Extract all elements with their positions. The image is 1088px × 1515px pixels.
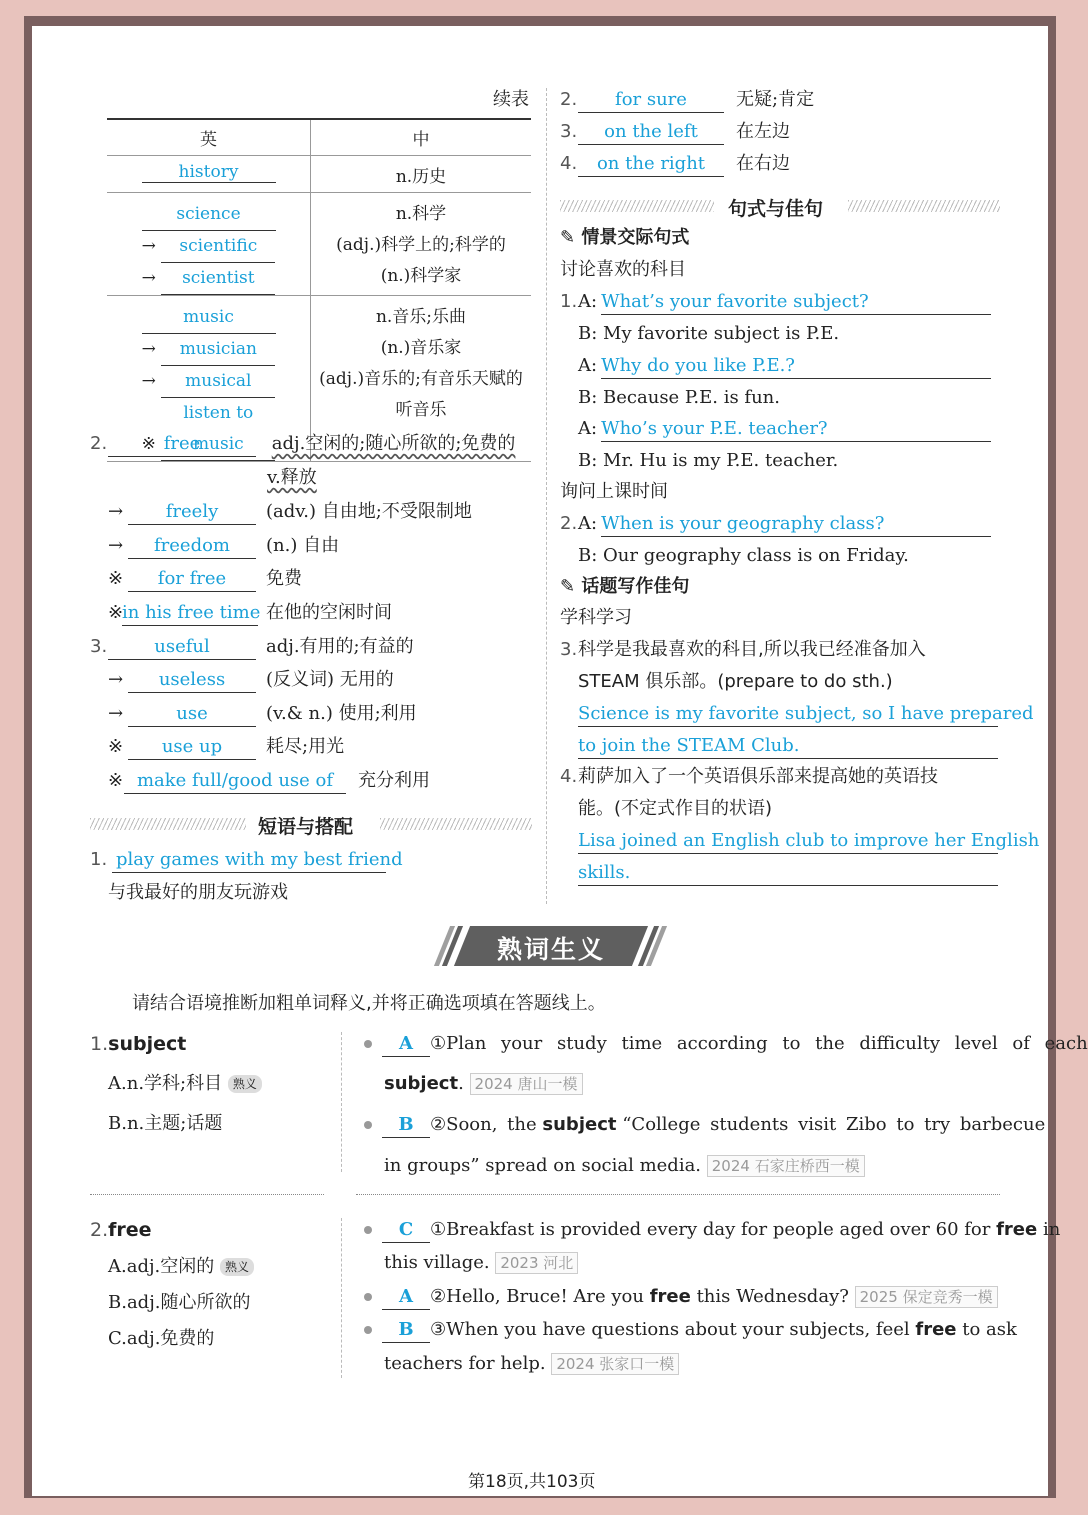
option: A.n.学科;科目 熟义 — [108, 1072, 262, 1096]
answer-blank: for free — [128, 567, 256, 592]
answer-blank: musician — [161, 334, 275, 366]
table-row — [107, 192, 531, 295]
answer-blank: useless — [128, 668, 256, 693]
answer-blank: useful — [108, 635, 256, 660]
option: A.adj.空闲的 熟义 — [108, 1255, 254, 1279]
sentence-item-cont: subject. 2024 唐山一模 — [384, 1072, 583, 1096]
answer-blank: scientific — [161, 231, 275, 263]
answer-blank: freedom — [128, 534, 256, 559]
col-header-zh: 中 — [412, 129, 430, 150]
dialogue-line: B: Because P.E. is fun. — [578, 387, 780, 408]
meaning: (v.& n.) 使用;利用 — [266, 703, 417, 724]
answer-blank: history — [142, 162, 276, 183]
meaning: adj.空闲的;随心所欲的;免费的 — [271, 433, 516, 454]
pencil-icon: ✎ — [560, 227, 576, 248]
answer-blank: C — [382, 1218, 430, 1243]
familiar-tag: 熟义 — [228, 1075, 262, 1093]
meaning: n.音乐;乐曲 — [375, 306, 467, 327]
column-divider — [341, 1218, 342, 1378]
topic-heading: 讨论喜欢的科目 — [560, 259, 686, 280]
vocab-item: → useless (反义词) 无用的 — [108, 668, 394, 693]
writing-prompt: 4.莉萨加入了一个英语俱乐部来提高她的英语技 — [560, 766, 938, 787]
sentence-item: B ②Soon, the subject “College students visit Zibo to try barbecue — [364, 1113, 1045, 1138]
banner-polysemy — [442, 926, 662, 968]
answer-blank: on the right — [578, 152, 724, 177]
polysemy-word: 1.subject — [90, 1033, 187, 1055]
dialogue-line: 2.A: When is your geography class? — [560, 512, 991, 537]
answer-blank: A — [382, 1032, 430, 1057]
table-row — [107, 155, 531, 192]
bullet-dot — [364, 1326, 372, 1334]
meaning: (adj.)科学上的;科学的 — [336, 234, 506, 255]
meaning: 在他的空闲时间 — [266, 602, 392, 623]
answer-blank: Who’s your P.E. teacher? — [601, 417, 991, 442]
answer-blank: music — [142, 302, 276, 334]
bullet-dot — [364, 1121, 372, 1129]
dialogue-line: B: Our geography class is on Friday. — [578, 545, 909, 566]
sentence-item-cont: this village. 2023 河北 — [384, 1251, 578, 1275]
sentence-item-cont: teachers for help. 2024 张家口一模 — [384, 1352, 679, 1376]
page-footer: 第18页,共103页 — [468, 1472, 596, 1492]
meaning: 耗尽;用光 — [266, 736, 345, 757]
bullet-dot — [364, 1293, 372, 1301]
arrow: → — [141, 235, 156, 256]
subsection-title: 话题写作佳句 — [581, 576, 690, 597]
vocab-table — [107, 118, 531, 462]
meaning: (n.)音乐家 — [380, 337, 462, 358]
answer-blank: science — [142, 199, 276, 231]
answer-blank: B — [382, 1318, 430, 1343]
meaning: n.历史 — [395, 166, 447, 187]
answer-blank: freely — [128, 500, 256, 525]
section-title-sentences: 句式与佳句 — [728, 198, 824, 220]
answer-blank: play games with my best friend — [112, 848, 386, 873]
writing-answer: skills. — [578, 861, 998, 886]
vocab-item: 3. useful adj.有用的;有益的 — [90, 635, 414, 660]
writing-prompt: 能。(不定式作目的状语) — [578, 798, 773, 819]
topic-heading: 询问上课时间 — [560, 481, 668, 502]
dialogue-line: A: Why do you like P.E.? — [578, 354, 991, 379]
source-tag: 2025 保定竞秀一模 — [855, 1286, 998, 1308]
meaning: 在左边 — [736, 121, 790, 142]
dotted-separator — [90, 1194, 324, 1195]
meaning: 免费 — [266, 568, 302, 589]
sentence-item: C ①Breakfast is provided every day for people aged over 60 for free in — [364, 1218, 1060, 1243]
answer-blank: for sure — [578, 88, 724, 113]
answer-blank: What’s your favorite subject? — [601, 290, 991, 315]
dotted-separator — [356, 1194, 1000, 1195]
vocab-item: 2. free adj.空闲的;随心所欲的;免费的 — [90, 432, 515, 457]
vocab-item: → freedom (n.) 自由 — [108, 534, 339, 559]
meaning: (反义词) 无用的 — [266, 669, 394, 690]
vocab-item: ※ for free 免费 — [108, 567, 302, 592]
section-divider — [380, 818, 532, 830]
vocab-item: ※ make full/good use of 充分利用 — [108, 769, 430, 794]
answer-blank: in his free time — [122, 601, 258, 626]
topic-heading: 学科学习 — [560, 607, 632, 628]
answer-blank: listen to music — [161, 398, 275, 461]
answer-blank: Why do you like P.E.? — [601, 354, 991, 379]
column-divider — [546, 88, 547, 904]
source-tag: 2024 石家庄桥西一模 — [707, 1155, 865, 1177]
banner-title: 熟词生义 — [496, 935, 605, 964]
col-header-en: 英 — [107, 119, 311, 155]
ref-mark: ※ — [141, 433, 156, 454]
sentence-item: A ②Hello, Bruce! Are you free this Wednesday? 2025 保定竞秀一模 — [364, 1285, 998, 1310]
vocab-item: → use (v.& n.) 使用;利用 — [108, 702, 417, 727]
answer-blank: scientist — [161, 263, 275, 295]
answer-blank: use — [128, 702, 256, 727]
sentence-item-cont: in groups” spread on social media. 2024 石家庄桥西一模 — [384, 1154, 865, 1178]
answer-blank: B — [382, 1113, 430, 1138]
phrase-meaning: 与我最好的朋友玩游戏 — [108, 882, 288, 903]
section-divider — [848, 200, 1000, 212]
dialogue-line: A: Who’s your P.E. teacher? — [578, 417, 991, 442]
sentence-item: B ③When you have questions about your subjects, feel free to ask — [364, 1318, 1017, 1343]
meaning: (adj.)音乐的;有音乐天赋的 — [319, 368, 523, 389]
vocab-item: ※ use up 耗尽;用光 — [108, 735, 344, 760]
pencil-icon: ✎ — [560, 576, 576, 597]
meaning: 无疑;肯定 — [736, 89, 815, 110]
polysemy-word: 2.free — [90, 1219, 152, 1241]
dialogue-line: 1.A: What’s your favorite subject? — [560, 290, 991, 315]
dialogue-line: B: Mr. Hu is my P.E. teacher. — [578, 450, 839, 471]
familiar-tag: 熟义 — [220, 1258, 254, 1276]
continued-label: 续表 — [493, 89, 529, 110]
vocab-item: → freely (adv.) 自由地;不受限制地 — [108, 500, 472, 525]
meaning: 充分利用 — [358, 770, 430, 791]
phrase-item: 1. play games with my best friend — [90, 848, 386, 873]
document-page — [32, 26, 1088, 1496]
writing-prompt: STEAM 俱乐部。(prepare to do sth.) — [578, 671, 893, 692]
meaning: adj.有用的;有益的 — [266, 636, 414, 657]
meaning: 听音乐 — [395, 399, 447, 420]
subsection-title: 情景交际句式 — [581, 227, 690, 248]
arrow: → — [141, 338, 156, 359]
arrow: → — [141, 267, 156, 288]
section-divider — [90, 818, 246, 830]
bullet-dot — [364, 1040, 372, 1048]
source-tag: 2023 河北 — [495, 1252, 578, 1274]
meaning: (adv.) 自由地;不受限制地 — [266, 501, 472, 522]
writing-answer: Lisa joined an English club to improve her English — [578, 829, 998, 854]
answer-blank: make full/good use of — [124, 769, 346, 794]
meaning: (n.) 自由 — [266, 535, 340, 556]
subsection-dialogue — [560, 226, 689, 250]
sentence-item: A ①Plan your study time according to the difficulty level of each — [364, 1032, 1088, 1057]
section-title-phrases: 短语与搭配 — [258, 816, 354, 838]
option: C.adj.免费的 — [108, 1328, 215, 1349]
answer-blank: musical — [161, 366, 275, 398]
option: B.adj.随心所欲的 — [108, 1292, 251, 1313]
section-divider — [560, 200, 714, 212]
meaning: n.科学 — [395, 203, 447, 224]
instruction: 请结合语境推断加粗单词释义,并将正确选项填在答题线上。 — [132, 993, 606, 1014]
source-tag: 2024 张家口一模 — [551, 1353, 679, 1375]
writing-answer: Science is my favorite subject, so I have prepared — [578, 702, 998, 727]
answer-blank: When is your geography class? — [601, 512, 991, 537]
answer-blank: use up — [128, 735, 256, 760]
column-divider — [341, 1032, 342, 1172]
meaning: 在右边 — [736, 153, 790, 174]
phrase-item: 3. on the left 在左边 — [560, 120, 790, 145]
writing-answer: to join the STEAM Club. — [578, 734, 998, 759]
phrase-item: 2. for sure 无疑;肯定 — [560, 88, 814, 113]
dialogue-line: B: My favorite subject is P.E. — [578, 323, 840, 344]
phrase-item: 4. on the right 在右边 — [560, 152, 790, 177]
meaning: (n.)科学家 — [380, 265, 462, 286]
answer-blank: on the left — [578, 120, 724, 145]
arrow: → — [141, 370, 156, 391]
answer-blank: free — [108, 432, 256, 457]
source-tag: 2024 唐山一模 — [470, 1073, 583, 1095]
vocab-item: ※in his free time 在他的空闲时间 — [108, 601, 392, 626]
meaning-verb: v.释放 — [267, 467, 317, 488]
bullet-dot — [364, 1226, 372, 1234]
answer-blank: A — [382, 1285, 430, 1310]
subsection-writing — [560, 575, 689, 599]
writing-prompt: 3.科学是我最喜欢的科目,所以我已经准备加入 — [560, 639, 926, 660]
option: B.n.主题;话题 — [108, 1113, 223, 1134]
